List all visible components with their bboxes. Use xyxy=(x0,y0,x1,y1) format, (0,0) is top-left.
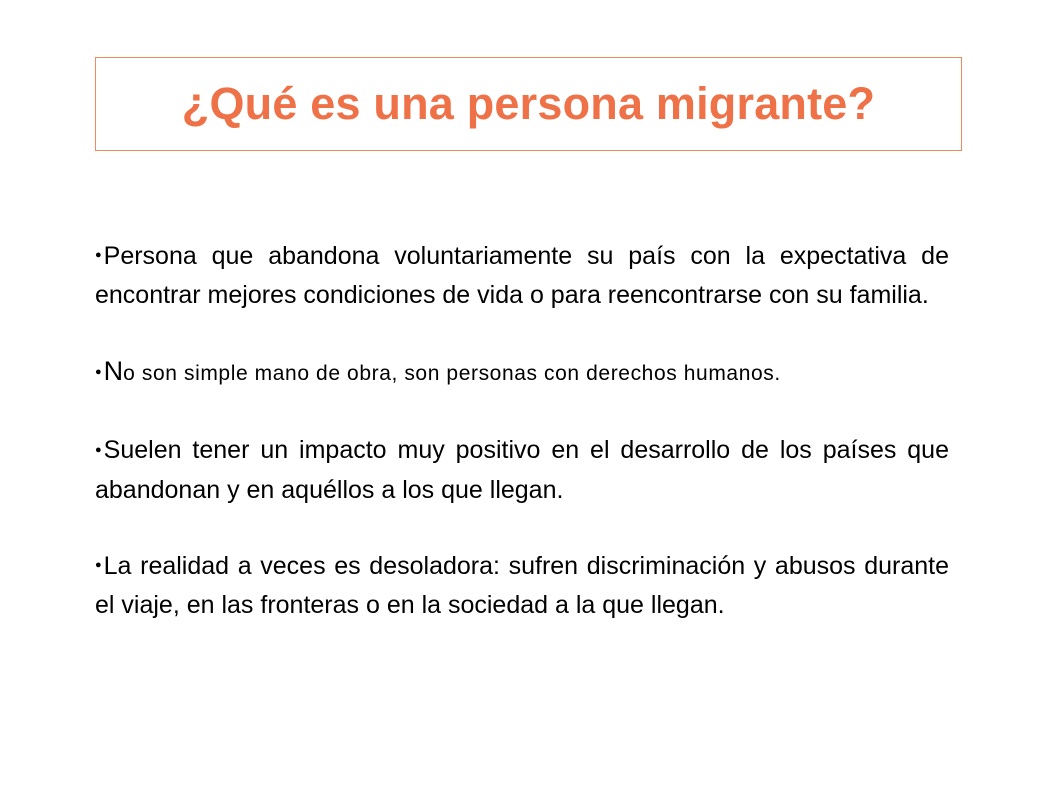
bullet-text: Persona que abandona voluntariamente su país con la expectativa de encontrar mejores condiciones de vida o para reencontrarse con su familia. xyxy=(95,242,949,310)
bullet-list xyxy=(95,237,949,624)
bullet-icon: ● xyxy=(95,443,102,456)
bullet-first-letter: N xyxy=(103,356,124,387)
bullet-icon: ● xyxy=(95,559,102,572)
bullet-text: Suelen tener un impacto muy positivo en el desarrollo de los países que abandonan y en aquéllos a los que llegan. xyxy=(95,436,949,504)
title-box xyxy=(95,57,962,151)
bullet-text: o son simple mano de obra, son personas con derechos humanos. xyxy=(123,362,781,386)
bullet-item-3 xyxy=(95,431,949,508)
bullet-item-2 xyxy=(95,352,949,393)
slide-title: ¿Qué es una persona migrante? xyxy=(181,78,876,129)
bullet-item-4 xyxy=(95,547,949,624)
bullet-item-1 xyxy=(95,237,949,314)
bullet-text: La realidad a veces es desoladora: sufren discriminación y abusos durante el viaje, en las fronteras o en la sociedad a la que llegan. xyxy=(95,551,949,620)
bullet-icon: ● xyxy=(95,365,102,378)
bullet-icon: ● xyxy=(95,249,102,262)
